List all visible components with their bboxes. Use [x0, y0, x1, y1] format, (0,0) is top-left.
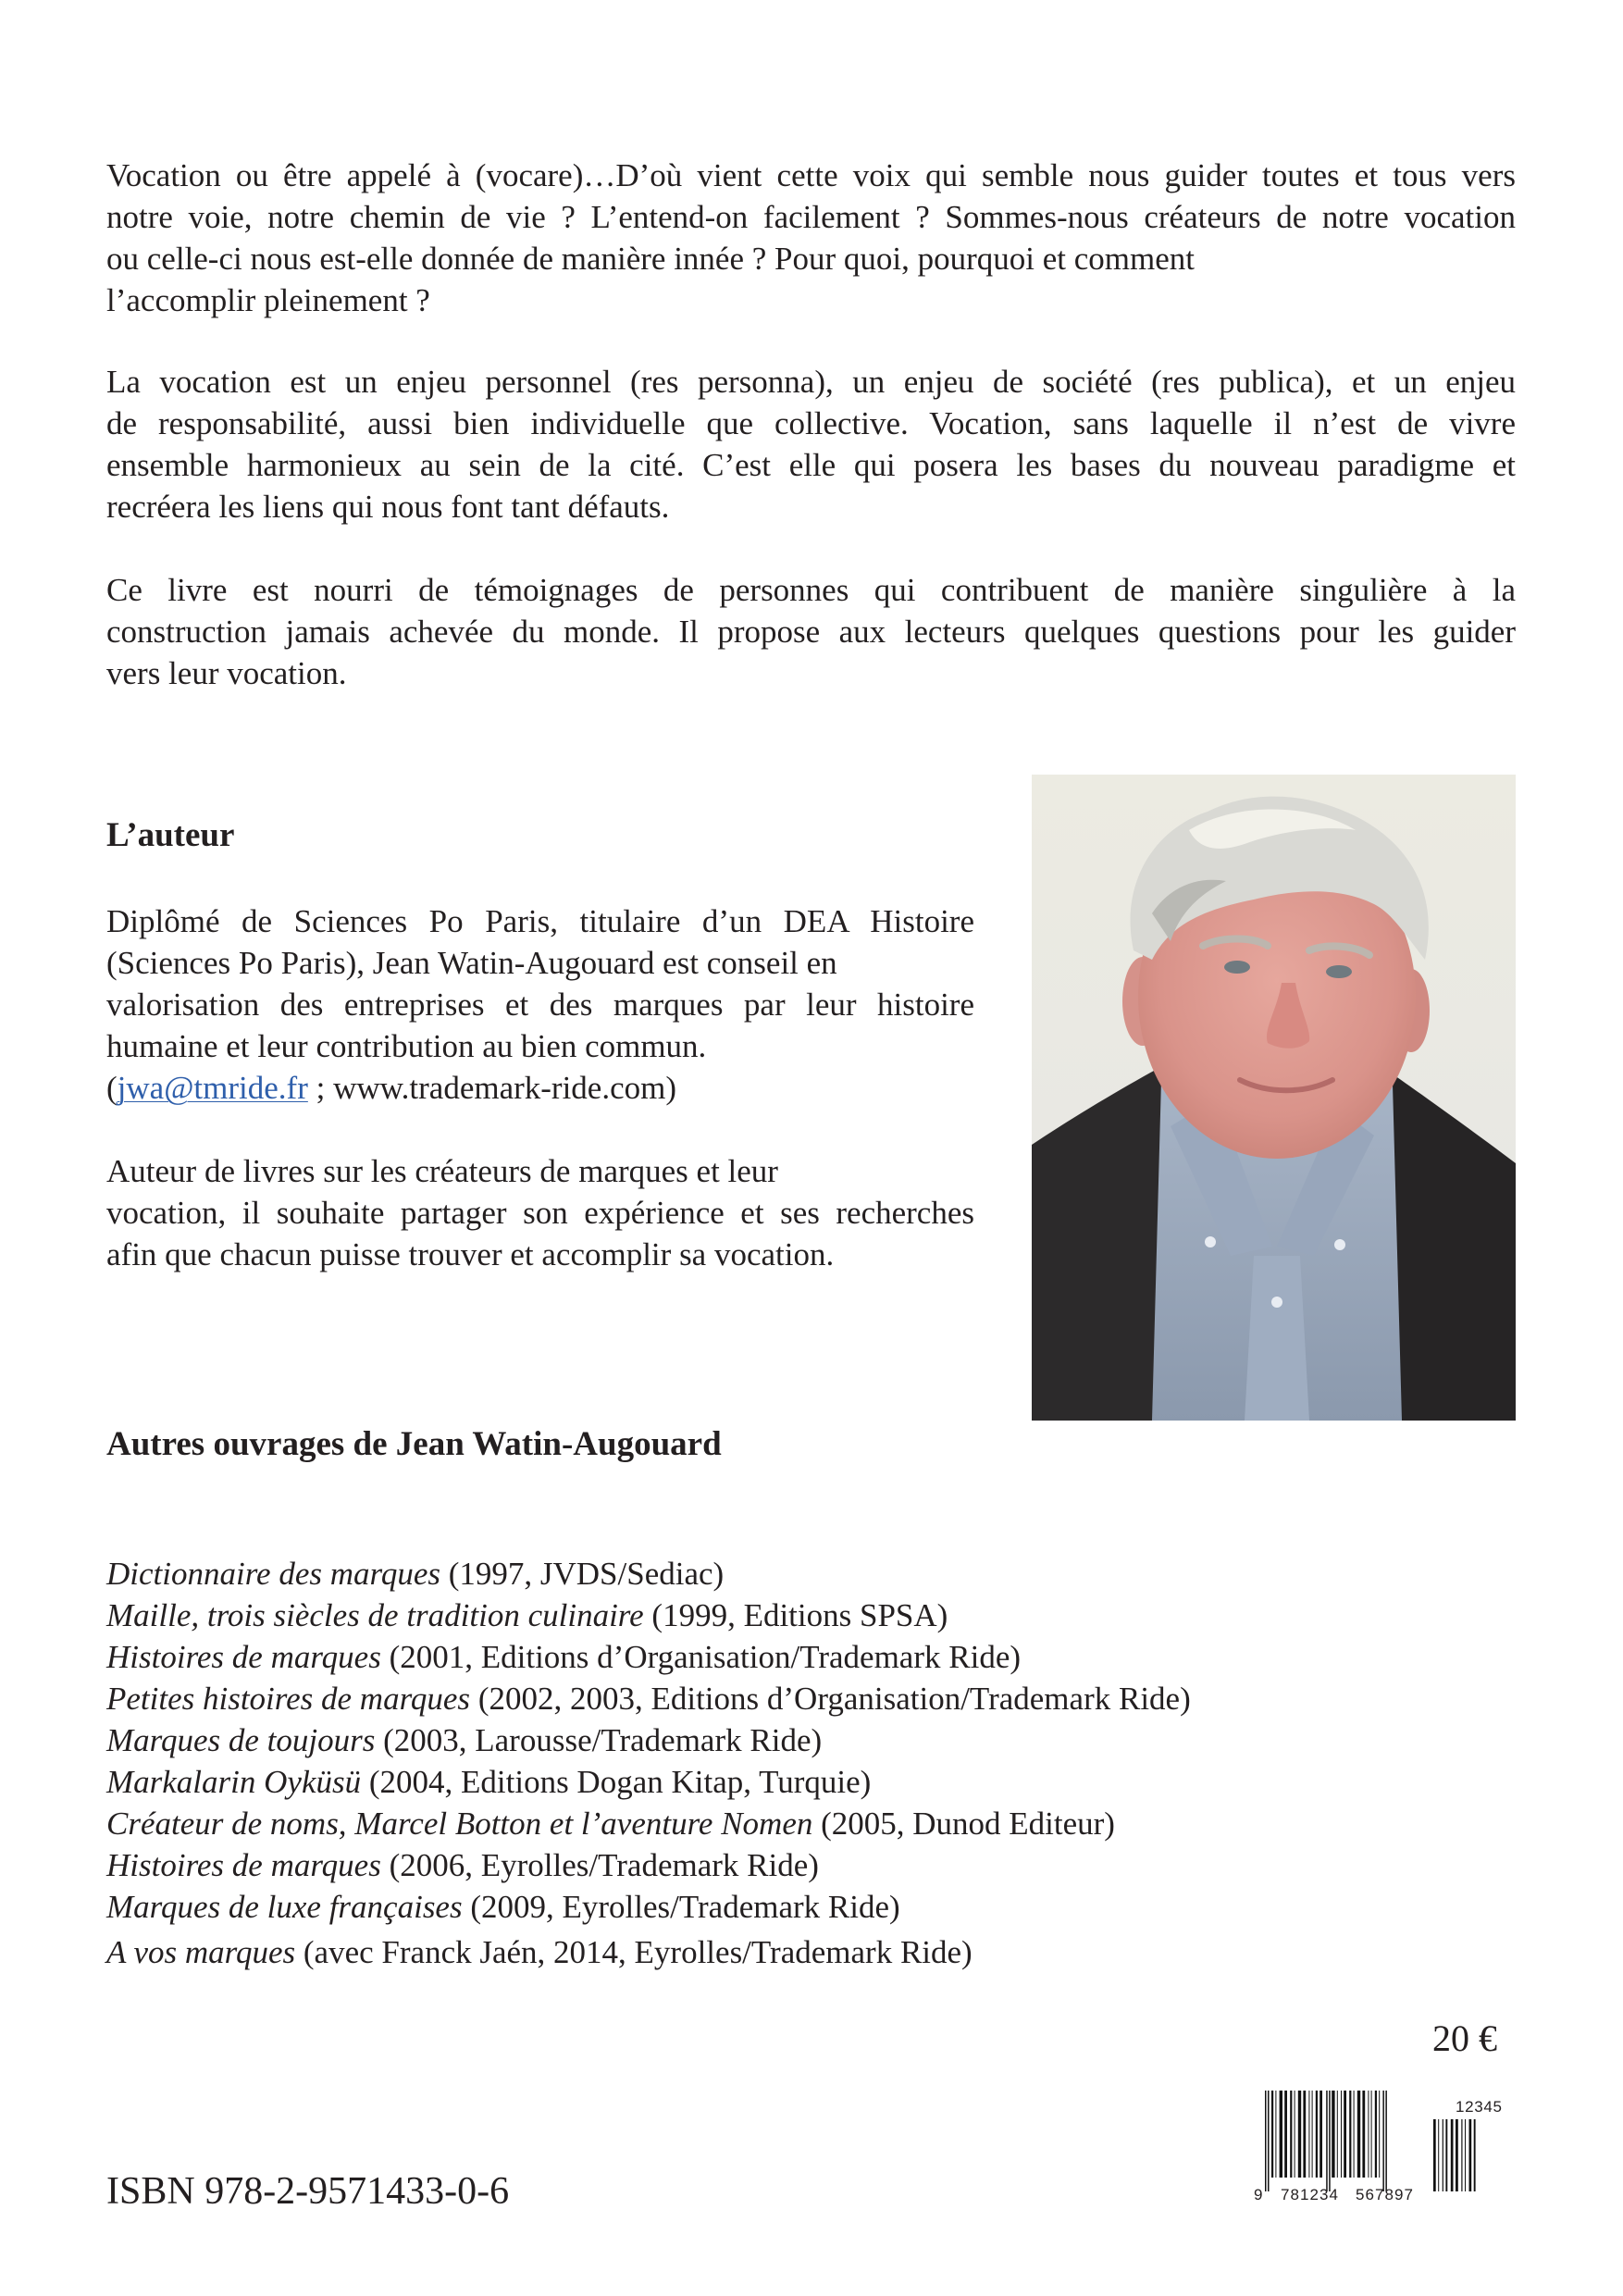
- shirt-button: [1205, 1236, 1216, 1247]
- text-line: Auteur de livres sur les créateurs de marques et leur: [106, 1153, 778, 1189]
- barcode-bar: [1451, 2119, 1454, 2191]
- eye-right: [1326, 965, 1352, 978]
- intro-paragraph-1: [106, 155, 1516, 321]
- contact-line: [106, 1067, 974, 1109]
- barcode-left-digits: 781234: [1281, 2186, 1338, 2203]
- list-item: [106, 1761, 1191, 1803]
- book-details: (1999, Editions SPSA): [643, 1597, 948, 1633]
- barcode-bar: [1319, 2091, 1322, 2178]
- intro-paragraph-2: [106, 361, 1516, 527]
- book-details: (avec Franck Jaén, 2014, Eyrolles/Trademark Ride): [295, 1934, 973, 1970]
- book-title: Créateur de noms, Marcel Botton et l’aventure Nomen: [106, 1806, 813, 1842]
- barcode-bar: [1354, 2091, 1355, 2178]
- barcode-bar: [1362, 2091, 1365, 2178]
- list-item: [106, 1886, 1191, 1928]
- book-details: (2005, Dunod Editeur): [812, 1806, 1115, 1842]
- barcode-bar: [1308, 2091, 1309, 2178]
- barcode-bar: [1303, 2091, 1306, 2178]
- list-item: [106, 1844, 1191, 1886]
- barcode-bar: [1341, 2091, 1342, 2178]
- barcode-bar: [1375, 2091, 1377, 2178]
- barcode-bar: [1271, 2091, 1273, 2178]
- barcode-bar: [1290, 2091, 1292, 2178]
- barcode-bar: [1268, 2091, 1270, 2191]
- text-line: La vocation est un enjeu personnel (res personna), un enjeu de société (res publica), et un enjeu: [106, 364, 1516, 400]
- barcode-bar: [1329, 2091, 1331, 2191]
- barcode-bar: [1326, 2091, 1328, 2191]
- book-details: (2003, Larousse/Trademark Ride): [375, 1722, 823, 1758]
- eye-left: [1224, 961, 1250, 974]
- book-title: Maille, trois siècles de tradition culinaire: [106, 1597, 644, 1633]
- barcode-bar: [1344, 2091, 1346, 2178]
- barcode-bar: [1433, 2119, 1436, 2191]
- contact-open-paren: (: [106, 1070, 118, 1106]
- barcode-bar: [1379, 2091, 1380, 2178]
- text-line: Ce livre est nourri de témoignages de personnes qui contribuent de manière singulière à la: [106, 572, 1516, 608]
- barcode-bar: [1275, 2091, 1276, 2178]
- email-link[interactable]: jwa@tmride.fr: [117, 1070, 308, 1106]
- barcode-bar: [1284, 2091, 1287, 2178]
- text-line: humaine et leur contribution au bien commun.: [106, 1028, 707, 1064]
- barcode-bar: [1445, 2119, 1447, 2191]
- text-line: Diplômé de Sciences Po Paris, titulaire d’un DEA Histoire: [106, 903, 974, 939]
- barcode-addon-digits: 12345: [1456, 2098, 1502, 2116]
- book-title: Marques de toujours: [106, 1722, 376, 1758]
- book-details: (2006, Eyrolles/Trademark Ride): [380, 1847, 819, 1883]
- text-line: de responsabilité, aussi bien individuelle que collective. Vocation, sans laquelle il n’est de vivre: [106, 405, 1516, 441]
- author-books-paragraph: [106, 1150, 974, 1275]
- text-line: l’accomplir pleinement ?: [106, 282, 430, 318]
- list-item: [106, 1719, 1191, 1761]
- text-line: notre voie, notre chemin de vie ? L’entend-on facilement ? Sommes-nous créateurs de notre vocation: [106, 199, 1516, 235]
- barcode-bar: [1382, 2091, 1384, 2191]
- barcode-right-digits: 567897: [1356, 2186, 1413, 2203]
- author-bio-paragraph: [106, 900, 974, 1109]
- barcode-bar: [1357, 2091, 1360, 2178]
- text-line: valorisation des entreprises et des marques par leur histoire: [106, 987, 974, 1023]
- barcode-bar: [1298, 2091, 1301, 2178]
- list-item: [106, 1803, 1191, 1844]
- barcode-bar: [1280, 2091, 1282, 2178]
- website-text: www.trademark-ride.com: [333, 1070, 666, 1106]
- shirt-button: [1334, 1239, 1345, 1250]
- book-title: Dictionnaire des marques: [106, 1556, 440, 1592]
- barcode-bar: [1337, 2091, 1338, 2178]
- text-line: ou celle-ci nous est-elle donnée de manière innée ? Pour quoi, pourquoi et comment: [106, 241, 1196, 277]
- list-item: [106, 1678, 1191, 1719]
- text-line: recréera les liens qui nous font tant défauts.: [106, 489, 670, 525]
- book-details: (2009, Eyrolles/Trademark Ride): [462, 1889, 900, 1925]
- list-item: [106, 1595, 1191, 1636]
- barcode-first-digit: 9: [1254, 2186, 1263, 2203]
- author-heading: L’auteur: [106, 816, 235, 854]
- barcode-bar: [1461, 2119, 1462, 2191]
- text-line: vers leur vocation.: [106, 655, 347, 691]
- barcode-bar: [1385, 2091, 1387, 2191]
- text-line: afin que chacun puisse trouver et accomplir sa vocation.: [106, 1236, 835, 1272]
- barcode-bar: [1474, 2119, 1476, 2191]
- book-title: A vos marques: [106, 1934, 296, 1970]
- book-title: Markalarin Oyküsü: [106, 1764, 362, 1800]
- list-item: [106, 1636, 1191, 1678]
- price-label: 20 €: [1432, 2017, 1497, 2059]
- text-line: construction jamais achevée du monde. Il propose aux lecteurs quelques questions pour les guider: [106, 614, 1516, 650]
- other-works-list: [106, 1553, 1191, 1973]
- list-item: [106, 1931, 1191, 1973]
- book-details: (2004, Editions Dogan Kitap, Turquie): [361, 1764, 872, 1800]
- barcode-bar: [1265, 2091, 1267, 2191]
- barcode-bar: [1465, 2119, 1466, 2191]
- other-works-heading: Autres ouvrages de Jean Watin-Augouard: [106, 1425, 722, 1463]
- barcode-addon-bars: [1433, 2119, 1476, 2191]
- barcode-bar: [1332, 2091, 1334, 2178]
- isbn-barcode: [1254, 2087, 1518, 2207]
- barcode-bar: [1469, 2119, 1472, 2191]
- text-line: vocation, il souhaite partager son expérience et ses recherches: [106, 1195, 974, 1231]
- shirt-button: [1271, 1297, 1282, 1308]
- intro-paragraph-3: [106, 569, 1516, 694]
- book-title: Petites histoires de marques: [106, 1681, 471, 1717]
- book-details: (1997, JVDS/Sediac): [440, 1556, 725, 1592]
- book-title: Marques de luxe françaises: [106, 1889, 463, 1925]
- text-line: ensemble harmonieux au sein de la cité. C’est elle qui posera les bases du nouveau paradigme et: [106, 447, 1516, 483]
- isbn-label: ISBN 978-2-9571433-0-6: [106, 2170, 510, 2213]
- barcode-bar: [1316, 2091, 1318, 2178]
- list-item: [106, 1553, 1191, 1595]
- book-details: (2002, 2003, Editions d’Organisation/Trademark Ride): [470, 1681, 1191, 1717]
- barcode-bar: [1371, 2091, 1372, 2178]
- contact-separator: ;: [307, 1070, 334, 1106]
- book-title: Histoires de marques: [106, 1847, 381, 1883]
- barcode-bar: [1312, 2091, 1313, 2178]
- barcode-main-bars: [1265, 2091, 1387, 2191]
- barcode-bar: [1349, 2091, 1351, 2178]
- text-line: Vocation ou être appelé à (vocare)…D’où vient cette voix qui semble nous guider toutes et tous vers: [106, 157, 1516, 193]
- barcode-bar: [1368, 2091, 1369, 2178]
- barcode-bar: [1456, 2119, 1458, 2191]
- contact-close-paren: ): [665, 1070, 676, 1106]
- text-line: (Sciences Po Paris), Jean Watin-Augouard est conseil en: [106, 945, 837, 981]
- barcode-bar: [1438, 2119, 1439, 2191]
- book-details: (2001, Editions d’Organisation/Trademark Ride): [380, 1639, 1022, 1675]
- author-portrait-photo: [1032, 775, 1516, 1421]
- book-title: Histoires de marques: [106, 1639, 381, 1675]
- shirt-placket: [1245, 1256, 1309, 1421]
